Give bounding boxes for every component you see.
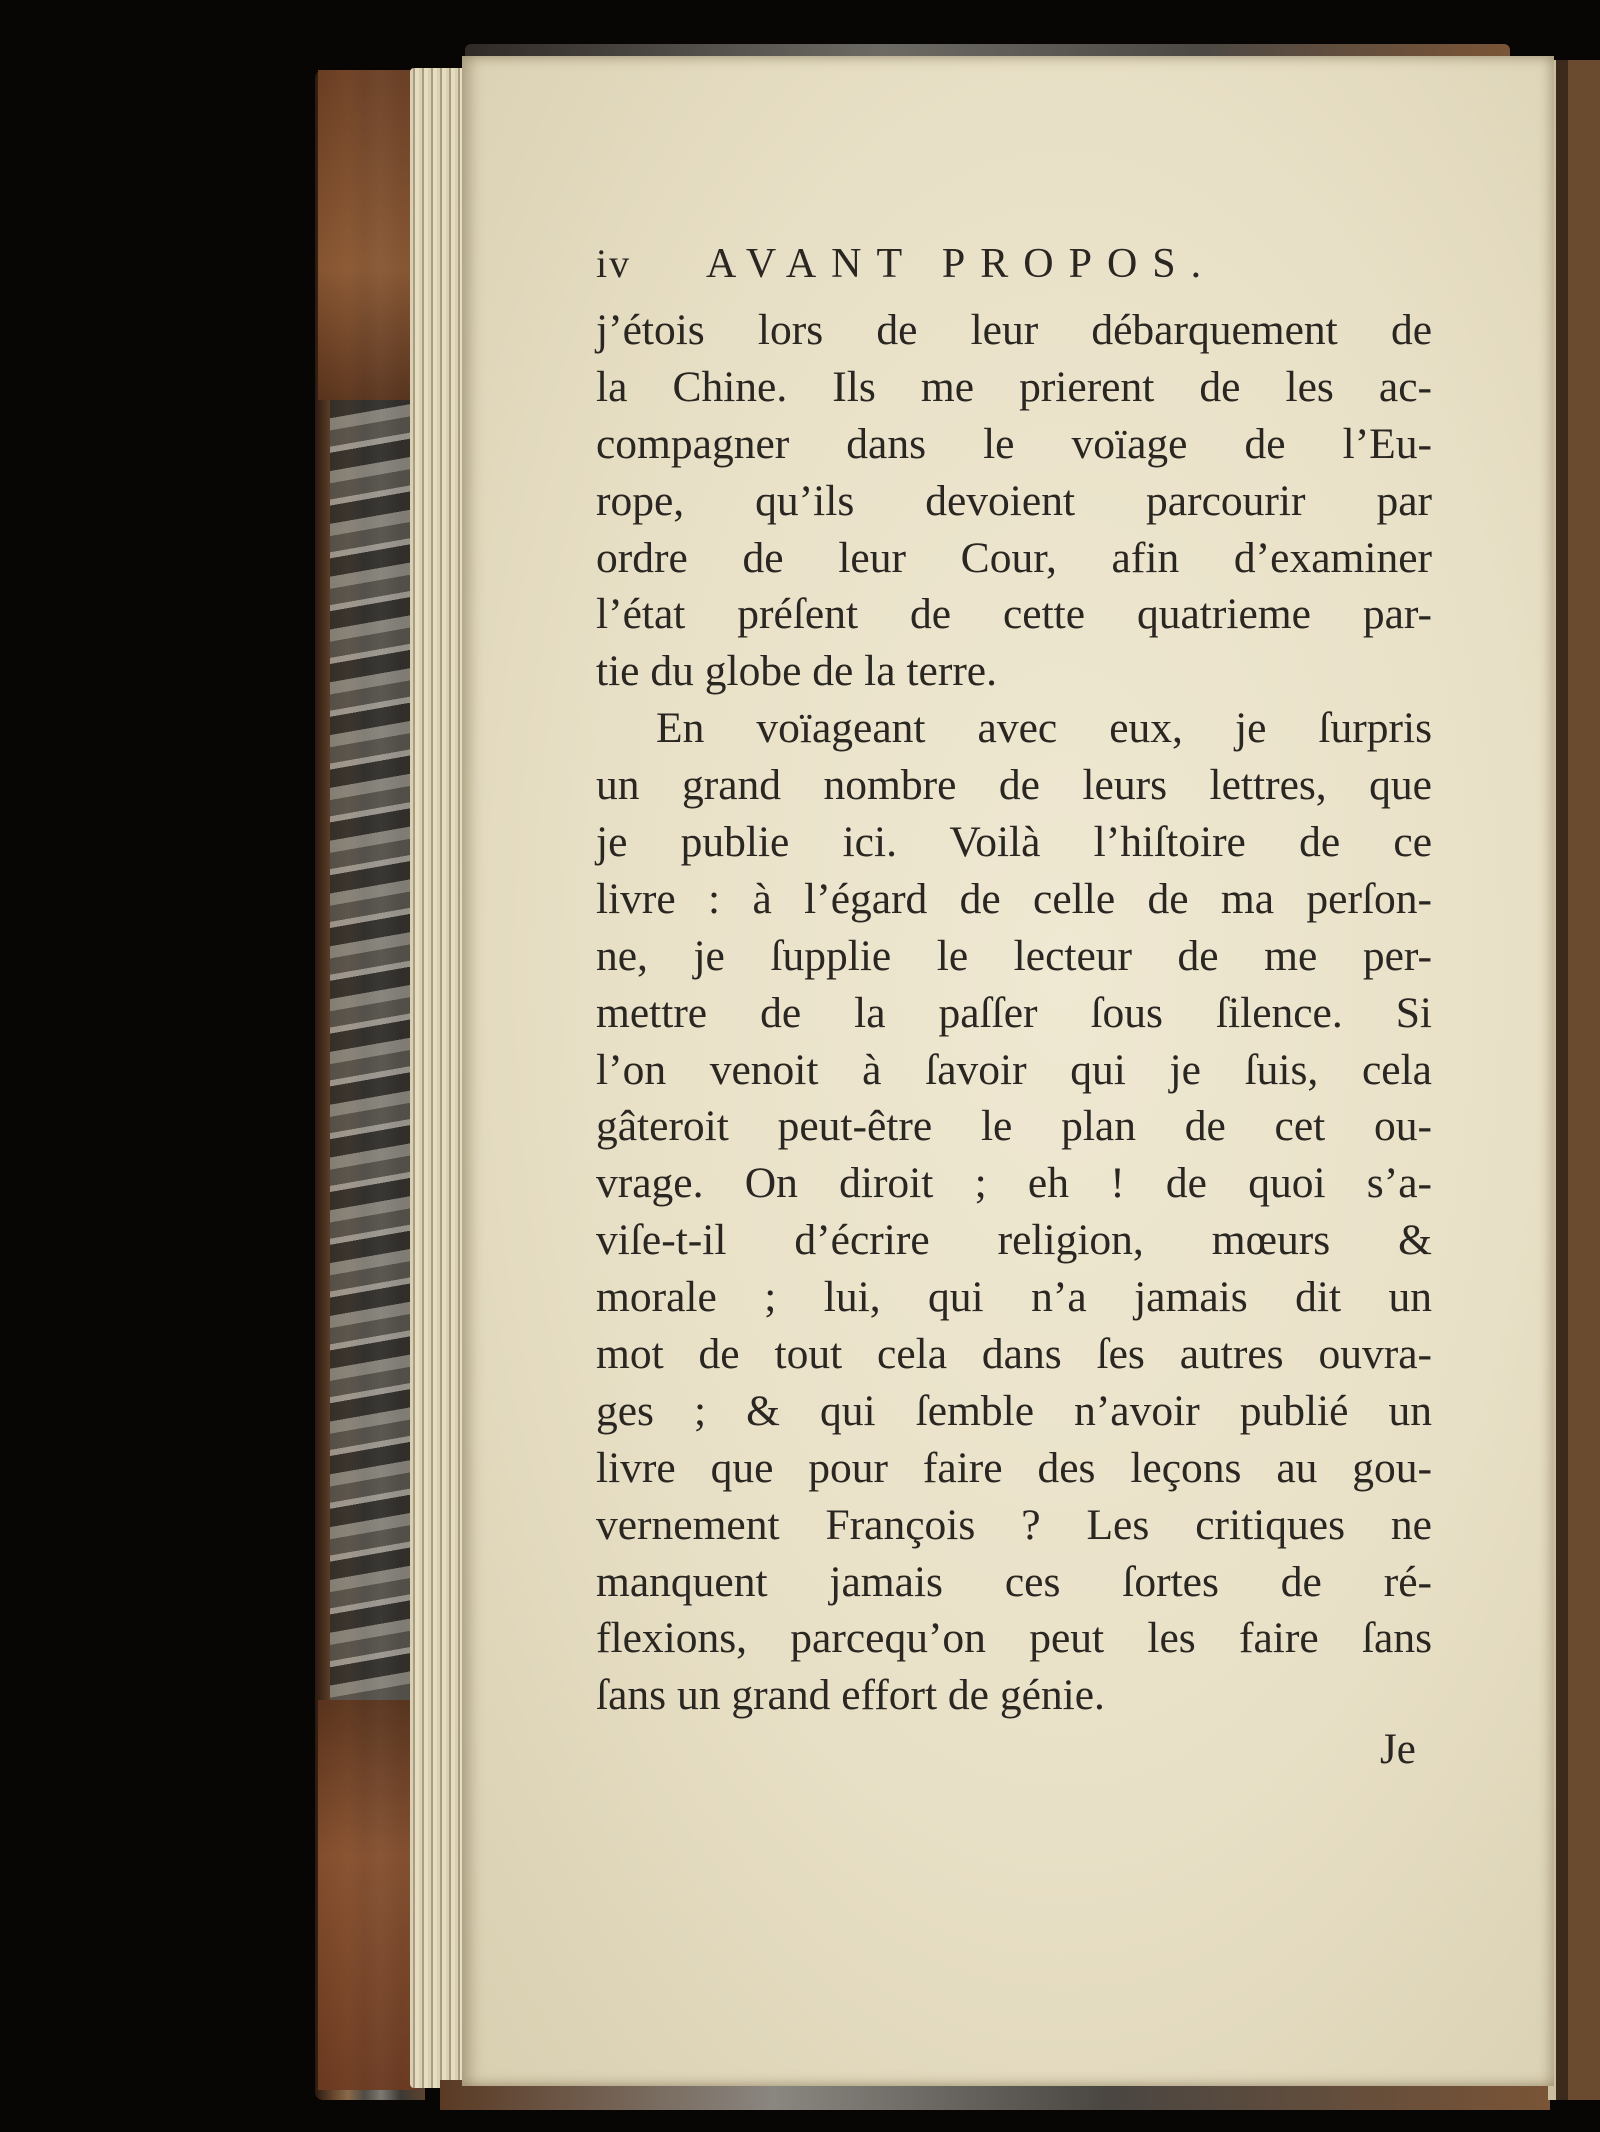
catchword: Je [1380, 1726, 1416, 1773]
text-line: rope, qu’ils devoient parcourir par [596, 476, 1432, 525]
marbled-board [330, 400, 420, 1700]
text-line: livre : à l’égard de celle de ma perſon- [596, 874, 1432, 923]
text-line: vrage. On diroit ; eh ! de quoi s’a- [596, 1159, 1432, 1208]
text-line: l’état préſent de cette quatrieme par- [596, 590, 1432, 639]
text-line: flexions, parcequ’on peut les faire ſans [596, 1614, 1432, 1663]
text-line: gâteroit peut-être le plan de cet ou- [596, 1102, 1432, 1151]
page-text [596, 240, 1432, 1724]
running-title: AVANT PROPOS. [706, 241, 1217, 287]
text-line: vernement François ? Les critiques ne [596, 1500, 1432, 1549]
text-line: manquent jamais ces ſortes de ré- [596, 1557, 1432, 1606]
text-line: ne, je ſupplie le lecteur de me per- [596, 931, 1432, 980]
text-line: j’étois lors de leur débarquement de [596, 306, 1432, 354]
text-line: ſans un grand effort de génie. [596, 1671, 1105, 1720]
text-line: mot de tout cela dans ſes autres ouvra- [596, 1330, 1432, 1379]
text-line: livre que pour faire des leçons au gou- [596, 1443, 1432, 1492]
leather-corner-top [318, 70, 418, 400]
text-line: je publie ici. Voilà l’hiſtoire de ce [596, 818, 1432, 867]
text-line: ges ; & qui ſemble n’avoir publié un [596, 1386, 1432, 1435]
text-line: un grand nombre de leurs lettres, que [596, 761, 1432, 810]
paragraph-1 [596, 302, 1432, 700]
text-line: En voïageant avec eux, je ſurpris [656, 704, 1432, 753]
page-header [596, 240, 1432, 302]
text-line: la Chine. Ils me prierent de les ac- [596, 362, 1432, 411]
leather-corner-bottom [318, 1700, 418, 2090]
text-line: compagner dans le voïage de l’Eu- [596, 419, 1432, 468]
text-line: morale ; lui, qui n’a jamais dit un [596, 1273, 1432, 1322]
text-line: ordre de leur Cour, afin d’examiner [596, 533, 1432, 582]
text-line: viſe-t-il d’écrire religion, mœurs & [596, 1216, 1432, 1265]
page-number: iv [596, 241, 632, 286]
page-edges [410, 68, 466, 2088]
right-cover-edge [1548, 60, 1600, 2100]
text-line: mettre de la paſſer ſous ſilence. Si [596, 988, 1432, 1037]
text-line: tie du globe de la terre. [596, 647, 997, 696]
text-line: l’on venoit à ſavoir qui je ſuis, cela [596, 1045, 1432, 1094]
paragraph-2 [596, 700, 1432, 1724]
